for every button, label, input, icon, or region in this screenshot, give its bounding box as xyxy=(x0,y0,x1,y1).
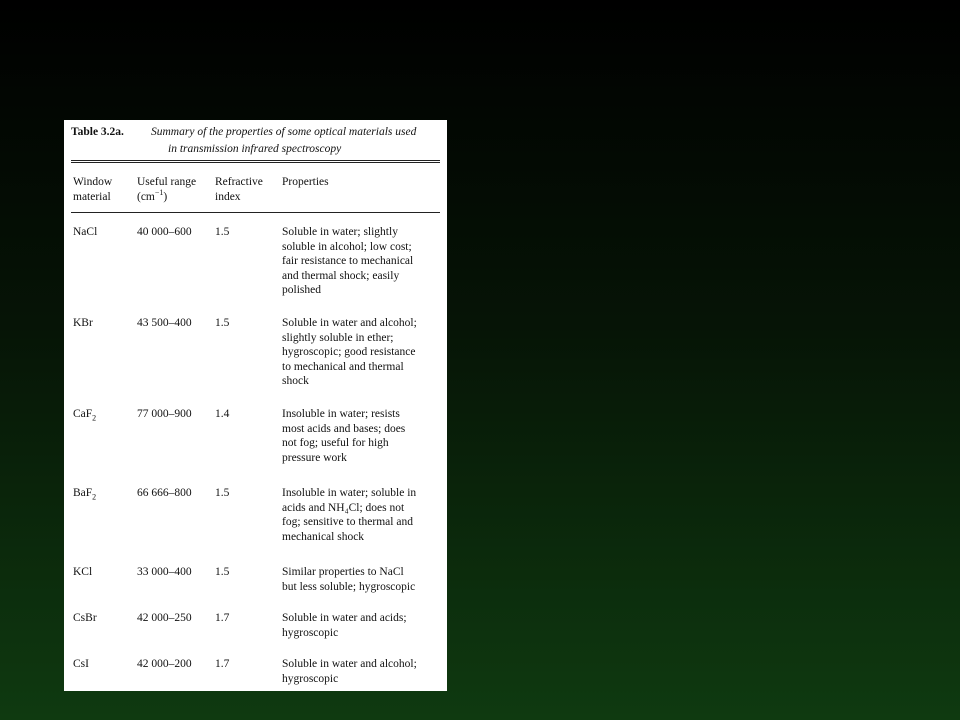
cell-useful-range: 33 000–400 xyxy=(137,566,192,578)
cell-refractive-index: 1.5 xyxy=(215,566,230,578)
properties-line: shock xyxy=(282,375,309,387)
properties-line: but less soluble; hygroscopic xyxy=(282,580,416,593)
cell-properties xyxy=(282,407,444,465)
properties-line: not fog; useful for high xyxy=(282,437,389,449)
cell-properties xyxy=(282,486,444,544)
cell-material: CsI xyxy=(73,658,89,670)
properties-line: fog; sensitive to thermal and xyxy=(282,516,413,528)
properties-line: Insoluble in water; resists xyxy=(282,408,400,420)
header-window-material-line2: material xyxy=(73,190,111,203)
properties-line: Similar properties to NaCl xyxy=(282,566,404,578)
header-useful-range-line1: Useful range xyxy=(137,176,197,188)
properties-line: and thermal shock; easily xyxy=(282,269,400,282)
cell-useful-range: 43 500–400 xyxy=(137,317,192,329)
properties-line: hygroscopic xyxy=(282,626,339,639)
cell-material: CaF$_2$ xyxy=(73,408,97,423)
properties-line: Insoluble in water; soluble in xyxy=(282,487,417,499)
table-page xyxy=(64,120,447,691)
properties-line: to mechanical and thermal xyxy=(282,360,404,373)
table-caption-label: Table 3.2a. xyxy=(71,126,124,138)
cell-refractive-index: 1.7 xyxy=(215,612,230,624)
properties-line: soluble in alcohol; low cost; xyxy=(282,240,412,253)
properties-line: acids and NH₄Cl; does not xyxy=(282,501,405,514)
properties-line: most acids and bases; does xyxy=(282,422,406,435)
properties-line: hygroscopic; good resistance xyxy=(282,346,416,358)
cell-material: KBr xyxy=(73,317,93,329)
header-properties: Properties xyxy=(282,176,329,188)
table-caption-text-line1: Summary of the properties of some optical materials used xyxy=(151,126,417,138)
cell-properties xyxy=(282,316,444,389)
cell-refractive-index: 1.5 xyxy=(215,317,230,329)
header-refractive-index xyxy=(215,175,277,204)
cell-material: CsBr xyxy=(73,612,97,624)
header-refractive-index-line2: index xyxy=(215,190,241,203)
table-caption-text-line2: in transmission infrared spectroscopy xyxy=(168,143,342,155)
properties-line: polished xyxy=(282,284,321,296)
properties-line: pressure work xyxy=(282,451,347,464)
cell-useful-range: 42 000–250 xyxy=(137,612,192,624)
cell-material: NaCl xyxy=(73,226,98,238)
cell-useful-range: 42 000–200 xyxy=(137,658,192,670)
cell-material: KCl xyxy=(73,566,93,578)
cell-refractive-index: 1.5 xyxy=(215,226,230,238)
properties-line: Soluble in water and alcohol; xyxy=(282,317,417,329)
header-refractive-index-line1: Refractive xyxy=(215,176,263,188)
cell-material: BaF$_2$ xyxy=(73,487,97,502)
cell-properties xyxy=(282,657,444,686)
properties-line: Soluble in water and acids; xyxy=(282,612,407,624)
cell-properties xyxy=(282,611,444,640)
properties-line: hygroscopic xyxy=(282,672,339,685)
cell-useful-range: 77 000–900 xyxy=(137,408,192,420)
cell-useful-range: 40 000–600 xyxy=(137,226,192,238)
header-rule xyxy=(71,212,440,213)
header-useful-range-line2: $(cm^{-1})$ xyxy=(137,187,168,203)
header-window-material-line1: Window xyxy=(73,176,113,188)
cell-properties xyxy=(282,225,444,298)
header-useful-range xyxy=(137,175,217,204)
properties-line: Soluble in water and alcohol; xyxy=(282,658,417,670)
cell-refractive-index: 1.7 xyxy=(215,658,230,670)
properties-line: mechanical shock xyxy=(282,530,365,543)
cell-refractive-index: 1.4 xyxy=(215,408,230,420)
cell-properties xyxy=(282,565,444,594)
cell-useful-range: 66 666–800 xyxy=(137,487,192,499)
top-rule xyxy=(71,160,440,163)
properties-line: Soluble in water; slightly xyxy=(282,226,398,238)
cell-refractive-index: 1.5 xyxy=(215,487,230,499)
header-window-material xyxy=(73,175,143,204)
properties-line: slightly soluble in ether; xyxy=(282,331,394,344)
properties-line: fair resistance to mechanical xyxy=(282,255,414,267)
